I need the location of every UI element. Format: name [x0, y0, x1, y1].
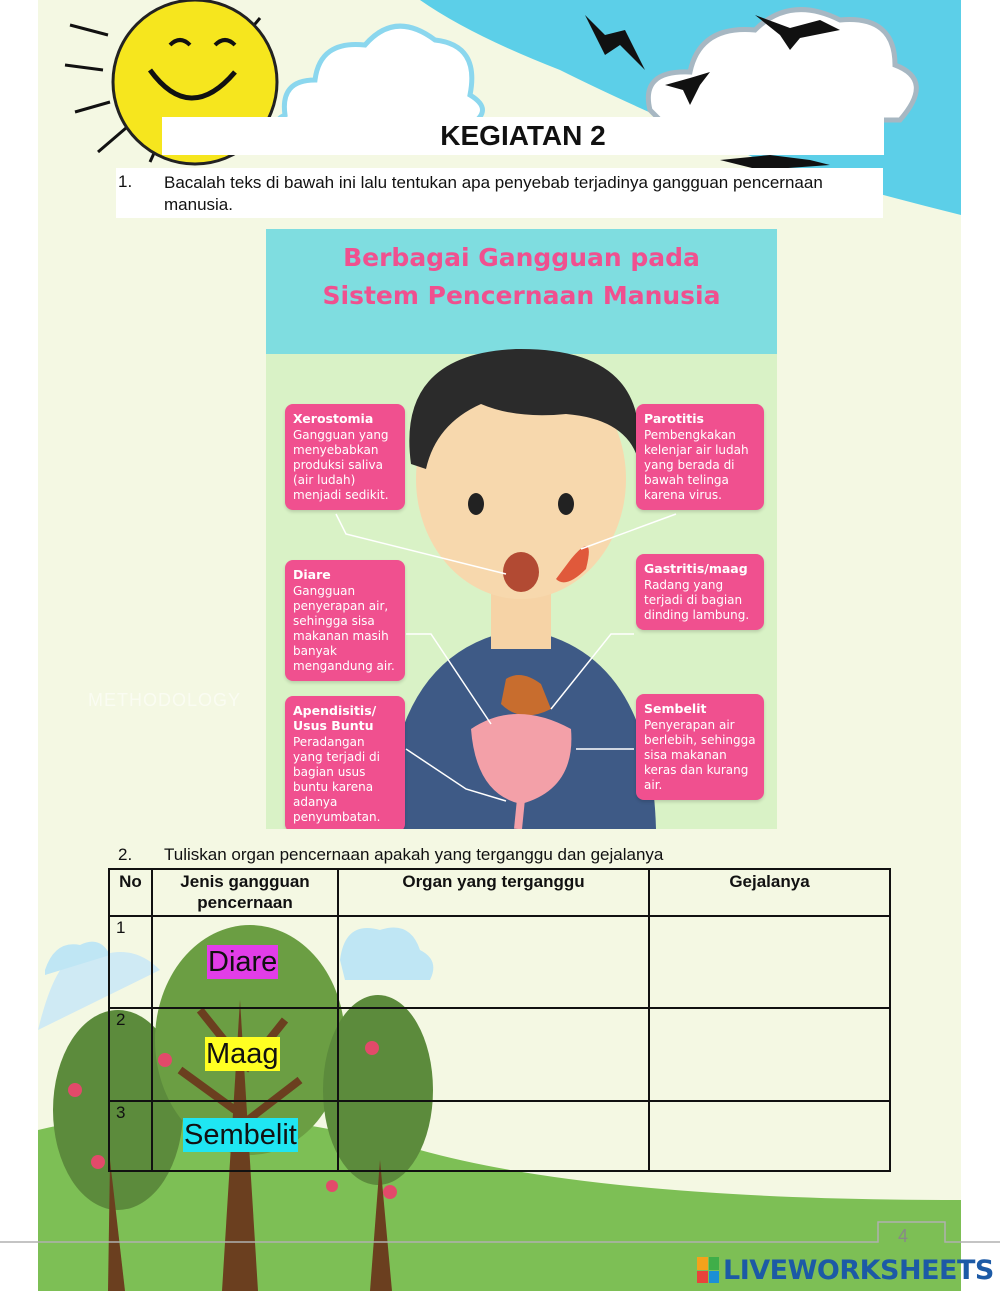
question-2-text: Tuliskan organ pencernaan apakah yang terganggu dan gejalanya	[164, 845, 664, 864]
row-number: 3	[109, 1101, 152, 1171]
gejala-answer-field[interactable]	[649, 916, 890, 1008]
draggable-answer-sembelit[interactable]: Sembelit	[184, 1119, 297, 1151]
draggable-answer-diare[interactable]: Diare	[208, 946, 278, 978]
question-1-text: Bacalah teks di bawah ini lalu tentukan apa penyebab terjadinya gangguan pencernaan manusia.	[164, 173, 823, 214]
info-card-heading: Xerostomia	[293, 411, 374, 426]
info-card-apendisitis	[285, 696, 405, 829]
info-card-diare	[285, 560, 405, 681]
info-card-body: Radang yang terjadi di bagian dinding lambung.	[644, 578, 750, 622]
info-card-xerostomia	[285, 404, 405, 510]
info-card-body: Peradangan yang terjadi di bagian usus buntu karena adanya penyumbatan.	[293, 735, 381, 824]
cloud-icon	[279, 26, 483, 125]
liveworksheets-logo	[697, 1253, 994, 1287]
liveworksheets-icon	[697, 1257, 719, 1283]
info-card-heading: Sembelit	[644, 701, 707, 716]
infographic-image	[266, 229, 777, 829]
infographic-title-line: Berbagai Gangguan pada	[343, 243, 700, 272]
gejala-answer-field[interactable]	[649, 1101, 890, 1171]
info-card-heading: Diare	[293, 567, 331, 582]
page-number: 4	[897, 1226, 908, 1246]
table-header-gejala: Gejalanya	[649, 869, 890, 916]
draggable-answer-maag[interactable]: Maag	[206, 1038, 279, 1070]
info-card-body: Penyerapan air berlebih, sehingga sisa makanan keras dan kurang air.	[644, 718, 756, 792]
watermark: METHODOLOGY	[88, 690, 242, 710]
page-title: KEGIATAN 2	[440, 120, 606, 151]
table-header-organ: Organ yang terganggu	[338, 869, 649, 916]
info-card-sembelit	[636, 694, 764, 800]
question-2-number: 2.	[118, 845, 133, 864]
table-header-row	[109, 869, 890, 916]
gejala-answer-field[interactable]	[649, 1008, 890, 1101]
brand-name: LIVEWORKSHEETS	[723, 1254, 994, 1286]
question-1-number: 1.	[118, 172, 133, 191]
info-card-heading: Gastritis/maag	[644, 561, 748, 576]
organ-answer-field[interactable]	[338, 1008, 649, 1101]
info-card-heading: Parotitis	[644, 411, 704, 426]
infographic-title-line: Sistem Pencernaan Manusia	[322, 281, 721, 310]
row-number: 1	[109, 916, 152, 1008]
info-card-body: Pembengkakan kelenjar air ludah yang berada di bawah telinga karena virus.	[644, 428, 749, 502]
info-card-heading: Apendisitis/ Usus Buntu	[293, 703, 377, 733]
info-card-gastritis	[636, 554, 764, 630]
organ-answer-field[interactable]	[338, 1101, 649, 1171]
info-card-parotitis	[636, 404, 764, 510]
table-header-no: No	[109, 869, 152, 916]
row-number: 2	[109, 1008, 152, 1101]
organ-answer-field[interactable]	[338, 916, 649, 1008]
info-card-body: Gangguan yang menyebabkan produksi saliva (air ludah) menjadi sedikit.	[293, 428, 389, 502]
table-header-jenis: Jenis gangguan pencernaan	[152, 869, 338, 916]
info-card-body: Gangguan penyerapan air, sehingga sisa makanan masih banyak mengandung air.	[293, 584, 395, 673]
